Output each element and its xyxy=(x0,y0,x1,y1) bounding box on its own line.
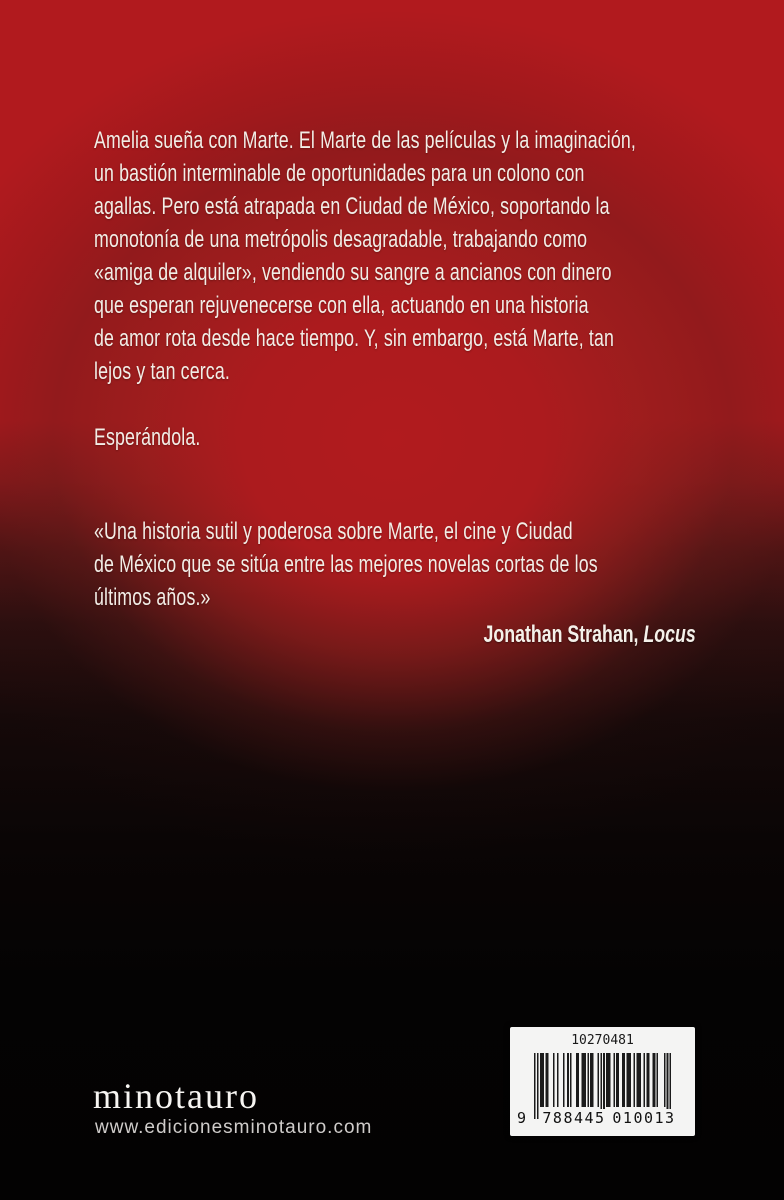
synopsis xyxy=(94,124,636,388)
review-quote-line: de México que se sitúa entre las mejores novelas cortas de los xyxy=(94,551,598,578)
review-quote-line: últimos años.» xyxy=(94,584,211,611)
barcode-top-number: 10270481 xyxy=(571,1033,634,1048)
synopsis-line: monotonía de una metrópolis desagradable, trabajando como xyxy=(94,226,588,253)
barcode-group-right: 010013 xyxy=(610,1109,678,1127)
review-attribution-name: Jonathan Strahan, xyxy=(483,621,639,648)
review-attribution xyxy=(484,618,696,651)
synopsis-line: de amor rota desde hace tiempo. Y, sin embargo, está Marte, tan xyxy=(94,325,615,352)
barcode xyxy=(510,1027,695,1136)
barcode-isbn-digits xyxy=(510,1109,695,1129)
synopsis-line: agallas. Pero está atrapada en Ciudad de México, soportando la xyxy=(94,193,610,220)
synopsis-line: un bastión interminable de oportunidades para un colono con xyxy=(94,160,585,187)
synopsis-line: «amiga de alquiler», vendiendo su sangre a ancianos con dinero xyxy=(94,259,612,286)
review-quote xyxy=(94,515,598,614)
synopsis-line: que esperan rejuvenecerse con ella, actuando en una historia xyxy=(94,292,589,319)
publisher-logo: minotauro xyxy=(93,1076,259,1116)
tagline: Esperándola. xyxy=(94,424,201,451)
barcode-group-left: 788445 xyxy=(540,1109,608,1127)
synopsis-line: Amelia sueña con Marte. El Marte de las películas y la imaginación, xyxy=(94,127,636,154)
review-quote-line: «Una historia sutil y poderosa sobre Marte, el cine y Ciudad xyxy=(94,518,573,545)
publisher-website: www.edicionesminotauro.com xyxy=(95,1117,373,1138)
barcode-digit-system: 9 xyxy=(517,1109,527,1127)
review-attribution-source: Locus xyxy=(643,621,696,648)
synopsis-line: lejos y tan cerca. xyxy=(94,358,230,385)
